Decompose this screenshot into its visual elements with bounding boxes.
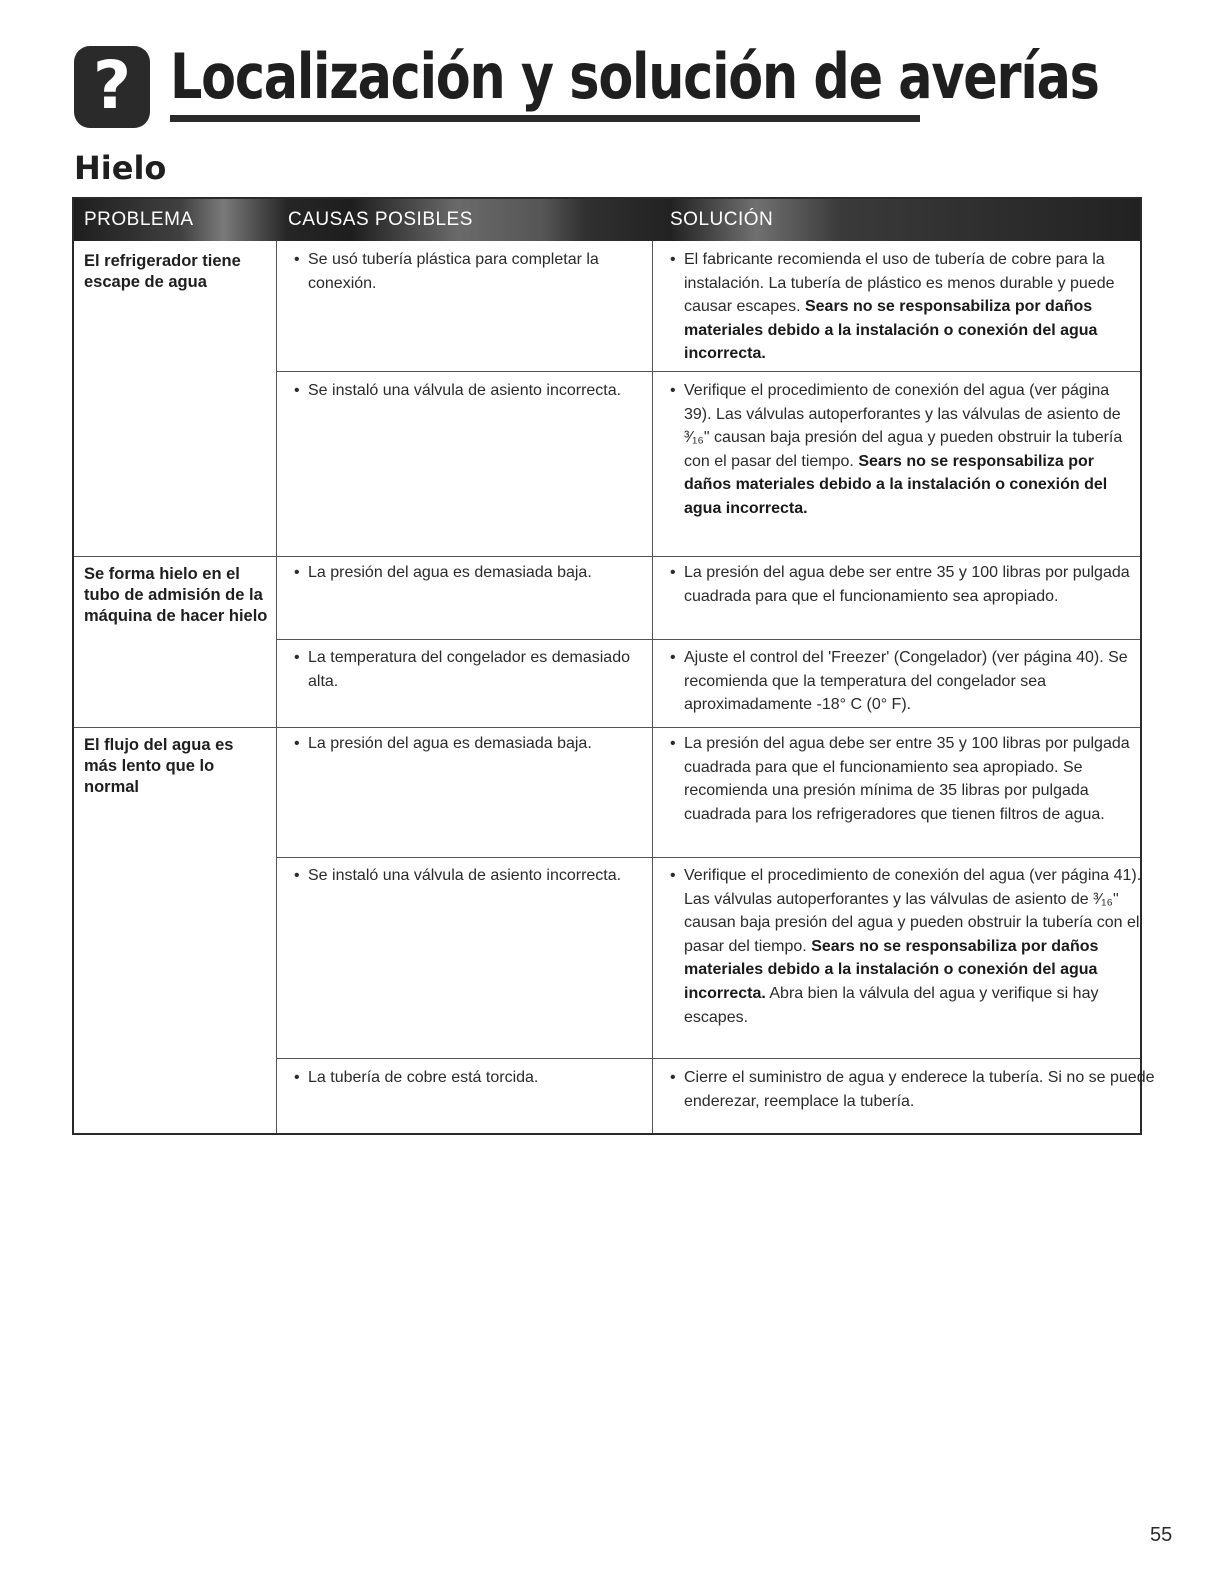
table-header <box>74 199 1140 241</box>
troubleshooting-table <box>72 197 1155 1135</box>
solution-cell: • Verifique el procedimiento de conexión del agua (ver página 39). Las válvulas autoperforantes y las válvulas de asiento de ³⁄₁₆" causan baja presión del agua y pueden obstruir la tubería con el pasar del tiempo. Sears no se responsabiliza por daños materiales debido a la instalación o conexión del agua incorrecta. <box>660 379 1134 521</box>
row-divider <box>276 857 1140 858</box>
row-divider <box>276 371 1140 372</box>
page-header <box>74 38 1099 128</box>
question-mark-icon: ? <box>74 46 150 128</box>
solution-cell: • El fabricante recomienda el uso de tubería de cobre para la instalación. La tubería de plástico es menos durable y puede causar escapes. Sears no se responsabiliza por daños materiales debido a la instalación o conexión del agua incorrecta. <box>660 248 1156 366</box>
cause-cell: • Se instaló una válvula de asiento incorrecta. <box>284 864 664 888</box>
row-divider <box>276 1058 1140 1059</box>
section-title: Hielo <box>74 149 167 187</box>
row-divider <box>74 556 1140 557</box>
column-header-solution: SOLUCIÓN <box>670 209 774 230</box>
cause-cell: • La presión del agua es demasiada baja. <box>284 561 674 585</box>
title-underline <box>170 115 920 122</box>
column-divider <box>276 241 277 1133</box>
cause-cell: • La tubería de cobre está torcida. <box>284 1066 664 1090</box>
problem-cell: El flujo del agua es más lento que lo normal <box>84 736 234 796</box>
cause-cell: • La presión del agua es demasiada baja. <box>284 732 674 756</box>
column-divider <box>652 241 653 1133</box>
solution-cell: • La presión del agua debe ser entre 35 y 100 libras por pulgada cuadrada para que el funcionamiento sea apropiado. Se recomienda una presión mínima de 35 libras por pulgada cuadrada para los refrigeradores que tienen filtros de agua. <box>660 732 1134 826</box>
problem-cell: El refrigerador tiene escape de agua <box>84 252 241 291</box>
row-divider <box>276 639 1140 640</box>
solution-cell: • La presión del agua debe ser entre 35 y 100 libras por pulgada cuadrada para que el funcionamiento sea apropiado. <box>660 561 1134 608</box>
page-number: 55 <box>1150 1524 1173 1546</box>
problem-cell: Se forma hielo en el tubo de admisión de la máquina de hacer hielo <box>84 565 268 625</box>
column-header-problem: PROBLEMA <box>84 209 194 230</box>
solution-cell: • Cierre el suministro de agua y enderece la tubería. Si no se puede enderezar, reemplace la tubería. <box>660 1066 1158 1113</box>
cause-cell: • Se instaló una válvula de asiento incorrecta. <box>284 379 664 403</box>
solution-cell: • Verifique el procedimiento de conexión del agua (ver página 41). Las válvulas autoperforantes y las válvulas de asiento de ³⁄₁₆" causan baja presión del agua y pueden obstruir la tubería con el pasar del tiempo. Sears no se responsabiliza por daños materiales debido a la instalación o conexión del agua incorrecta. Abra bien la válvula del agua y verifique si hay escapes. <box>660 864 1144 1029</box>
cause-cell: • Se usó tubería plástica para completar la conexión. <box>284 248 664 295</box>
column-header-causes: CAUSAS POSIBLES <box>288 209 473 230</box>
row-divider <box>74 727 1140 728</box>
cause-cell: • La temperatura del congelador es demasiado alta. <box>284 646 638 693</box>
page-title: Localización y solución de averías <box>170 40 1099 113</box>
solution-cell: • Ajuste el control del 'Freezer' (Congelador) (ver página 40). Se recomienda que la temperatura del congelador sea aproximadamente -18° C (0° F). <box>660 646 1134 717</box>
